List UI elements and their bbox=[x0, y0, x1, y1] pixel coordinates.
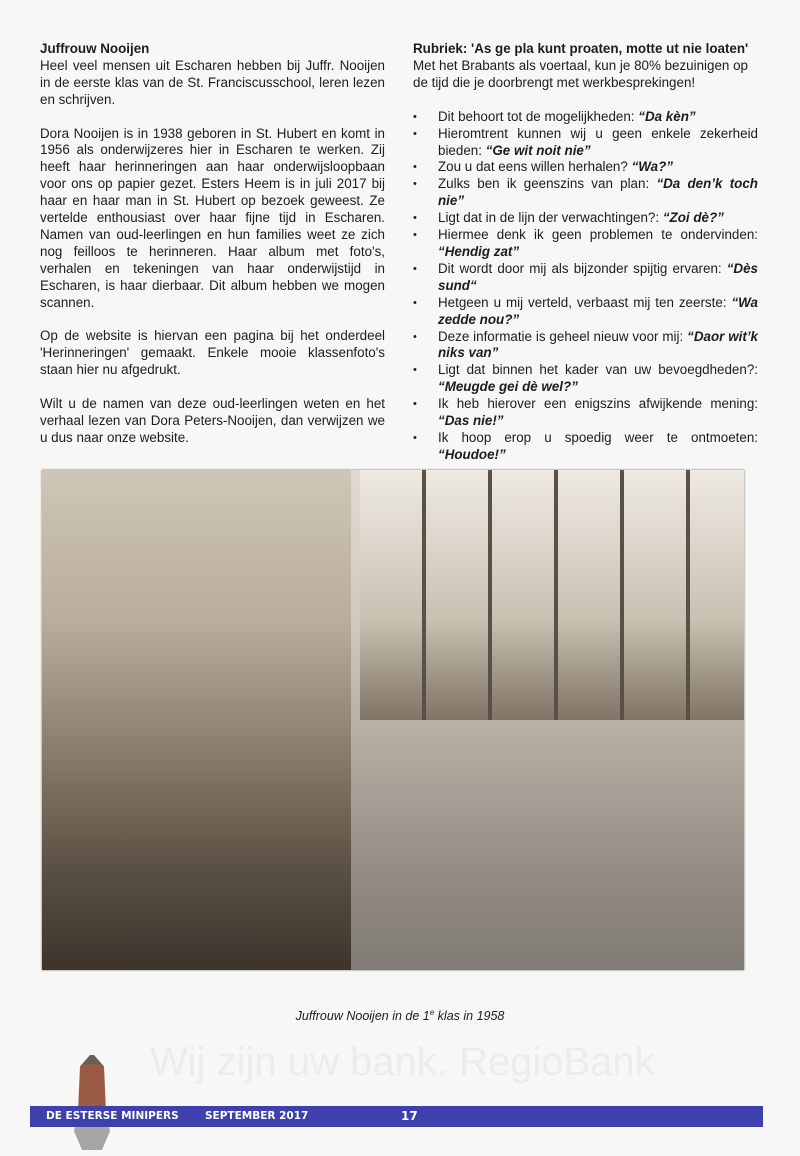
page-number: 17 bbox=[401, 1109, 418, 1123]
article-paragraph: Op de website is hiervan een pagina bij het onderdeel 'Herinneringen' gemaakt. Enkele mooie klassenfoto's staan hier nu afgedrukt. bbox=[40, 328, 385, 378]
phrase-standard: Hieromtrent kunnen wij u geen enkele zekerheid bieden: bbox=[438, 125, 758, 158]
phrase-brabants: “Houdoe!” bbox=[438, 446, 506, 462]
show-through-text: Wij zijn uw bank. RegioBank bbox=[150, 1040, 655, 1084]
rubriek-title: Rubriek: 'As ge pla kunt proaten, motte ut nie loaten' bbox=[413, 41, 749, 56]
phrase-item bbox=[413, 109, 758, 126]
article-rubriek bbox=[413, 41, 758, 464]
footer-bar bbox=[30, 1106, 763, 1127]
phrase-item bbox=[413, 396, 758, 430]
phrase-standard: Dit wordt door mij als bijzonder spijtig ervaren: bbox=[438, 260, 722, 276]
phrase-item bbox=[413, 362, 758, 396]
phrase-standard: Zulks ben ik geenszins van plan: bbox=[438, 176, 650, 192]
phrase-standard: Hetgeen u mij verteld, verbaast mij ten zeerste: bbox=[438, 294, 727, 310]
phrase-item bbox=[413, 126, 758, 160]
phrase-brabants: “Hendig zat” bbox=[438, 243, 520, 259]
phrase-standard: Ligt dat binnen het kader van uw bevoegdheden?: bbox=[438, 362, 758, 378]
phrase-standard: Dit behoort tot de mogelijkheden: bbox=[438, 108, 635, 124]
phrase-brabants: “Da kèn” bbox=[638, 108, 696, 124]
phrase-item bbox=[413, 430, 758, 464]
classroom-window bbox=[360, 470, 744, 720]
photo-caption bbox=[0, 1008, 800, 1024]
phrase-brabants: “Wa zedde nou?” bbox=[438, 294, 758, 327]
phrase-brabants: “Wa?” bbox=[631, 159, 673, 175]
phrase-item bbox=[413, 261, 758, 295]
phrase-brabants: “Zoi dè?” bbox=[662, 210, 724, 226]
phrase-brabants: “Ge wit noit nie” bbox=[485, 142, 591, 158]
class-photo-1958 bbox=[42, 470, 744, 970]
phrase-item bbox=[413, 176, 758, 210]
phrase-brabants: “Da den’k toch nie” bbox=[438, 176, 758, 209]
tower-logo-icon bbox=[72, 1055, 112, 1150]
phrase-standard: Deze informatie is geheel nieuw voor mij: bbox=[438, 328, 684, 344]
rubriek-intro: Met het Brabants als voertaal, kun je 80% bezuinigen op de tijd die je doorbrengt met werkbesprekingen! bbox=[413, 57, 748, 90]
phrase-brabants: “Daor wit’k niks van” bbox=[438, 328, 758, 361]
phrase-standard: Hiermee denk ik geen problemen te ondervinden: bbox=[438, 227, 758, 243]
phrase-item bbox=[413, 159, 758, 176]
phrase-item bbox=[413, 295, 758, 329]
caption-text: Juffrouw Nooijen in de 1 bbox=[295, 1009, 430, 1023]
phrase-brabants: “Das nie!” bbox=[438, 413, 504, 429]
phrase-list bbox=[413, 109, 758, 464]
phrase-standard: Ik heb hierover een enigszins afwijkende mening: bbox=[438, 396, 758, 412]
caption-text-end: klas in 1958 bbox=[434, 1009, 505, 1023]
caption-superscript: e bbox=[429, 1007, 435, 1017]
article-juffrouw-nooijen bbox=[40, 41, 385, 464]
phrase-standard: Zou u dat eens willen herhalen? bbox=[438, 159, 628, 175]
phrase-brabants: “Dès sund“ bbox=[438, 260, 758, 293]
article-paragraph: Dora Nooijen is in 1938 geboren in St. Hubert en komt in 1956 als onderwijzeres hier in Escharen te werken. Zij heeft haar herinneringen aan haar onderwijsloopbaan voor ons op papier gezet. Esters Heem is in juli 2017 bij haar en haar man in St. Hubert op bezoek geweest. Ze vertelde enthousiast over haar fijne tijd in Escharen. Namen van oud-leerlingen en hun families weet ze zich nog feilloos te herinneren. Haar album met foto's, verhalen en tekeningen van haar onderwijstijd in Escharen, is haar dierbaar. Dit album hebben we mogen scannen. bbox=[40, 125, 385, 310]
issue-date: SEPTEMBER 2017 bbox=[205, 1110, 309, 1122]
phrase-item bbox=[413, 329, 758, 363]
phrase-brabants: “Meugde gei dè wel?” bbox=[438, 379, 578, 395]
magazine-name: DE ESTERSE MINIPERS bbox=[46, 1110, 179, 1122]
article-intro: Heel veel mensen uit Escharen hebben bij Juffr. Nooijen in de eerste klas van de St. Franciscusschool, leren lezen en schrijven. bbox=[40, 57, 385, 107]
phrase-standard: Ligt dat in de lijn der verwachtingen?: bbox=[438, 210, 660, 226]
phrase-item bbox=[413, 227, 758, 261]
article-title: Juffrouw Nooijen bbox=[40, 41, 150, 56]
article-paragraph: Wilt u de namen van deze oud-leerlingen weten en het verhaal lezen van Dora Peters-Nooijen, dan verwijzen we u dus naar onze website. bbox=[40, 395, 385, 445]
phrase-item bbox=[413, 210, 758, 227]
phrase-standard: Ik hoop erop u spoedig weer te ontmoeten: bbox=[438, 429, 758, 445]
